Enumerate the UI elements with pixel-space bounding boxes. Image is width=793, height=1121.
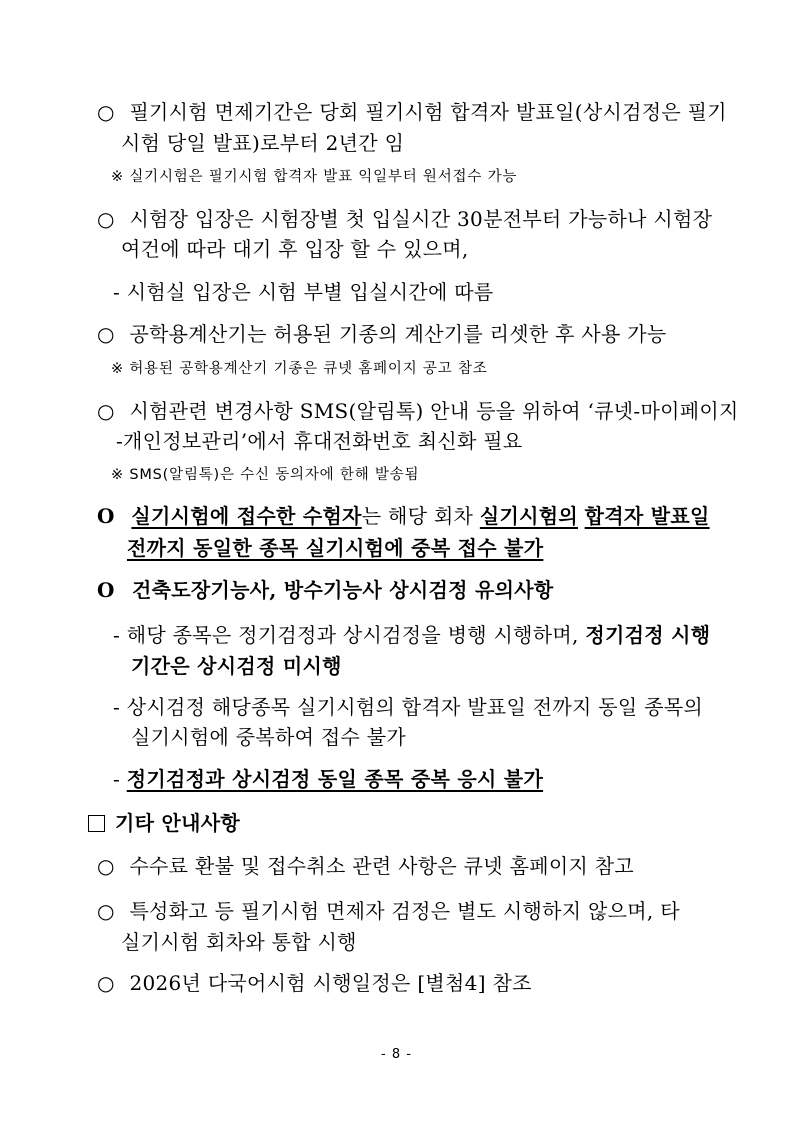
item-1-line-2: 시험 당일 발표)로부터 2년간 임: [121, 131, 405, 155]
item-6-sub-3: - 정기검정과 상시검정 동일 종목 중복 응시 불가: [113, 767, 544, 791]
section-item-2-line-2: 실기시험 회차와 통합 시행: [121, 930, 357, 954]
item-6-title: O 건축도장기능사, 방수기능사 상시검정 유의사항: [97, 578, 554, 602]
item-3-note: ※ 허용된 공학용계산기 기종은 큐넷 홈페이지 공고 참조: [111, 361, 488, 377]
item-5-line-1: O 실기시험에 접수한 수험자는 해당 회차 실기시험의 합격자 발표일: [97, 504, 710, 528]
page-number: - 8 -: [381, 1047, 412, 1062]
item-6-sub-2-line-1: - 상시검정 해당종목 실기시험의 합격자 발표일 전까지 동일 종목의: [113, 695, 704, 719]
item-6-sub-3-emphasis: 정기검정과 상시검정 동일 종목 중복 응시 불가: [126, 767, 544, 791]
circle-bullet-icon: ○: [97, 854, 115, 878]
item-5-emphasis-1: 실기시험에 접수한 수험자: [131, 504, 362, 528]
item-6-sub-1-line-2: 기간은 상시검정 미시행: [131, 654, 342, 678]
bold-circle-bullet-icon: O: [97, 578, 115, 602]
bold-circle-bullet-icon: O: [97, 504, 115, 528]
item-2-line-1: ○ 시험장 입장은 시험장별 첫 입실시간 30분전부터 가능하나 시험장: [97, 207, 713, 231]
section-item-3: ○ 2026년 다국어시험 시행일정은 [별첨4] 참조: [97, 971, 532, 995]
section-item-1: ○ 수수료 환불 및 접수취소 관련 사항은 큐넷 홈페이지 참고: [97, 854, 634, 878]
section-item-2-line-1: ○ 특성화고 등 필기시험 면제자 검정은 별도 시행하지 않으며, 타: [97, 899, 680, 923]
item-4-line-1: ○ 시험관련 변경사항 SMS(알림톡) 안내 등을 위하여 ‘큐넷-마이페이지: [97, 399, 739, 423]
item-4-line-2: -개인정보관리’에서 휴대전화번호 최신화 필요: [116, 429, 523, 453]
item-5-emphasis-2: 실기시험의: [479, 504, 578, 528]
item-6-sub-2-line-2: 실기시험에 중복하여 접수 불가: [131, 725, 407, 749]
circle-bullet-icon: ○: [97, 322, 115, 346]
item-3-line-1: ○ 공학용계산기는 허용된 기종의 계산기를 리셋한 후 사용 가능: [97, 322, 667, 346]
item-1-line-1: ○ 필기시험 면제기간은 당회 필기시험 합격자 발표일(상시검정은 필기: [97, 100, 727, 124]
item-6-sub-1-line-1: - 해당 종목은 정기검정과 상시검정을 병행 시행하며, 정기검정 시행: [113, 623, 711, 647]
section-title: 기타 안내사항: [115, 811, 240, 835]
circle-bullet-icon: ○: [97, 971, 115, 995]
circle-bullet-icon: ○: [97, 100, 115, 124]
item-1-note: ※ 실기시험은 필기시험 합격자 발표 익일부터 원서접수 가능: [111, 169, 518, 185]
item-2-sub: - 시험실 입장은 시험 부별 입실시간에 따름: [113, 280, 494, 304]
item-2-line-2: 여건에 따라 대기 후 입장 할 수 있으며,: [121, 237, 469, 261]
circle-bullet-icon: ○: [97, 899, 115, 923]
square-bullet-icon: [88, 815, 105, 832]
circle-bullet-icon: ○: [97, 399, 115, 423]
item-4-note: ※ SMS(알림톡)은 수신 동의자에 한해 발송됨: [111, 467, 420, 483]
item-6-sub-1-emphasis: 정기검정 시행: [585, 623, 711, 647]
item-5-emphasis-3: 합격자 발표일: [584, 504, 710, 528]
circle-bullet-icon: ○: [97, 207, 115, 231]
item-5-line-2: 전까지 동일한 종목 실기시험에 중복 접수 불가: [127, 536, 544, 560]
